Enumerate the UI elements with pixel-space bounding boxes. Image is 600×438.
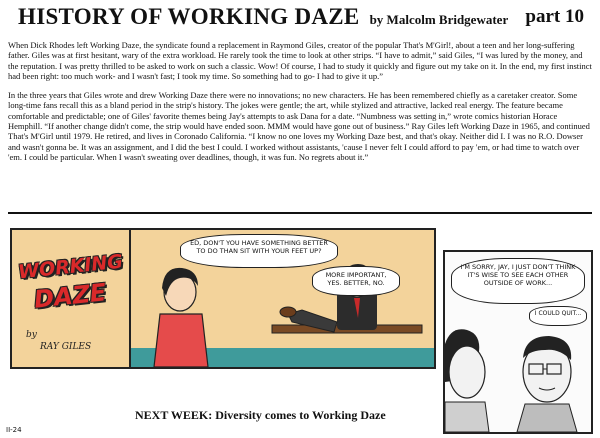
page-title: HISTORY OF WORKING DAZE [18,4,360,29]
speech-balloon-woman-2: I'M SORRY, JAY, I JUST DON'T THINK IT'S WISE TO SEE EACH OTHER OUTSIDE OF WORK... [451,258,585,304]
strip-logo-daze: DAZE [32,278,108,314]
page-number: II-24 [6,426,22,434]
article-paragraph-2: In the three years that Giles wrote and drew Working Daze there were no innovations; no new characters. He has been remembered chiefly as a caretaker creator. Some long-time fans recall this as a bland period in the strip's history. The jokes were gentle; the art, while stylized and attractive, lacked real energy. The feature became comfortable and predictable; one of Giles' favorite themes being Jay's attempts to ask Dana for a date. “Numbness was setting in,” wrote comics historian Horace Hemphill. “If another change didn't come, the strip would have ended soon. MMM would have gone out of business.” Ray Giles left Working Daze in 1965, and continued That's M'Girl until 1979. He retired, and lives in Coronado California. “I know no one loves my Working Daze best, and that's okay. Neither did I. I was no R.O. Dowser and wasn't gonna be. It was an assignment, and I did the best I could. I worked without assistants, 'cause I never felt I could afford to pay 'em, or had time to watch over 'em. I could be particular. When I wasn't sweating over deadlines, though, it was fun. No regrets about it.” [8,90,590,162]
byline: by Malcolm Bridgewater [369,12,509,27]
strip-signature-name: RAY GILES [40,342,92,352]
article-body [8,40,592,171]
speech-balloon-man: MORE IMPORTANT, YES. BETTER, NO. [312,266,400,296]
comic-panel-3 [443,250,593,434]
speech-balloon-man-2: I COULD QUIT... [529,306,587,326]
strip-signature-by: by [26,330,37,340]
strip-logo-working: WORKING [17,250,124,284]
header [18,4,588,30]
next-week-teaser: NEXT WEEK: Diversity comes to Working Daze [135,408,386,422]
part-label: part 10 [525,6,584,27]
divider-rule [8,212,592,214]
comic-strip [10,228,436,369]
article-paragraph-1: When Dick Rhodes left Working Daze, the syndicate found a replacement in Raymond Giles, creator of the popular That's M'Girl!, about a teen and her long-suffering father. Giles was at first hesitant, wary of the extra workload. He rarely took the time to look at other strips. “I have to admit,” said Giles, “I was lured by the money, and the reputation. I was pretty thrilled to be asked to work on such a classic. Wow! Of course, I had to study it quickly and figure out my take on it. In the end, my first instinct had been right: too much work- and I wasn't fast; I took my time. So something had to go- I had to give it up.” [8,40,592,81]
speech-balloon-woman: ED, DON'T YOU HAVE SOMETHING BETTER TO DO THAN SIT WITH YOUR FEET UP? [180,234,338,268]
